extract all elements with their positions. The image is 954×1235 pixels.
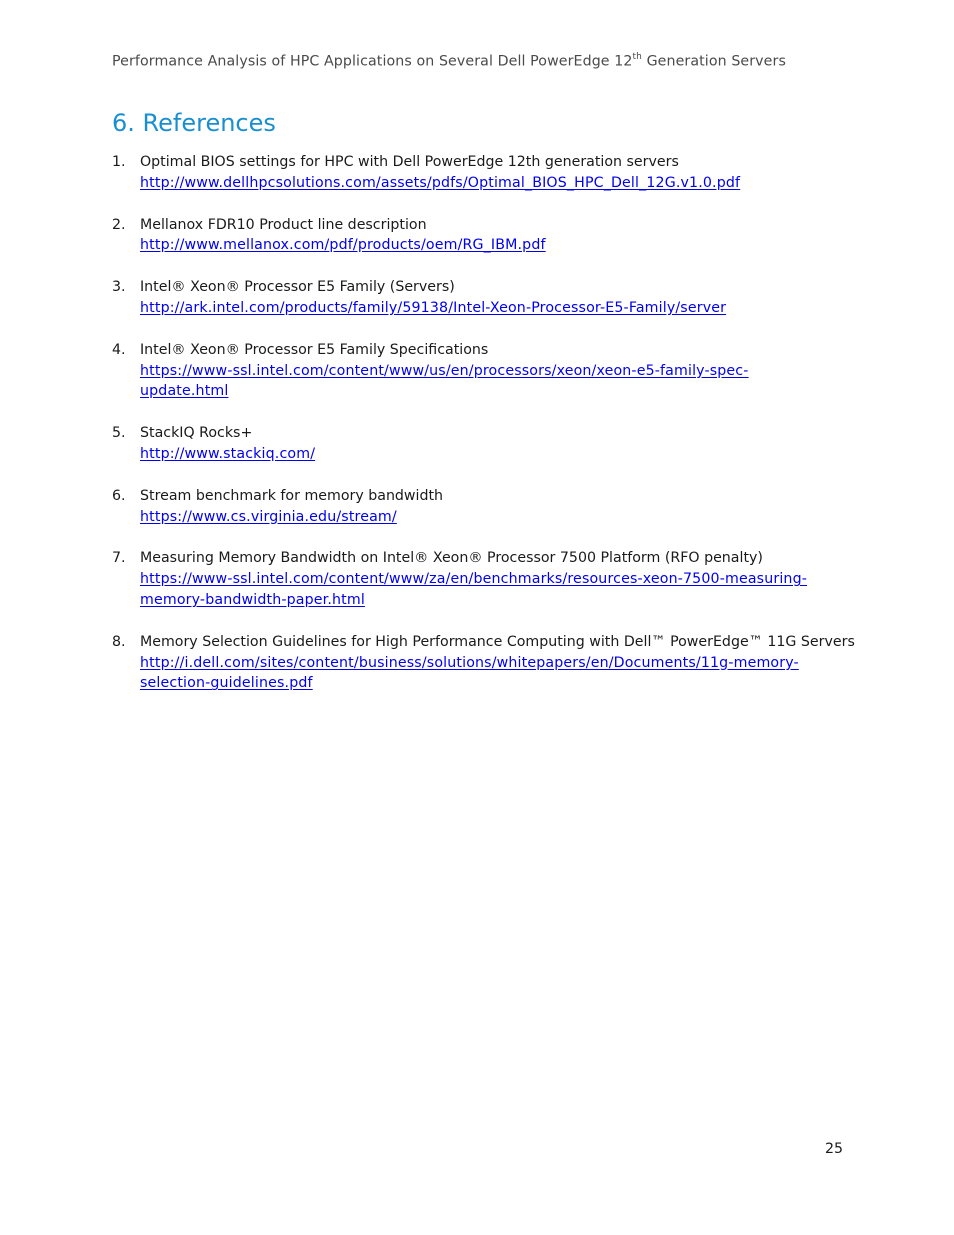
reference-link-line: memory-bandwidth-paper.html	[140, 591, 365, 608]
reference-number: 8.	[112, 633, 126, 650]
reference-item	[112, 340, 852, 402]
reference-number: 4.	[112, 341, 126, 358]
reference-number: 6.	[112, 487, 126, 504]
reference-title: Intel® Xeon® Processor E5 Family Specifications	[140, 341, 489, 358]
section-heading: 6. References	[112, 109, 276, 137]
reference-list	[112, 152, 855, 715]
running-header-text: Performance Analysis of HPC Applications on Several Dell PowerEdge 12	[112, 53, 633, 70]
reference-item	[112, 632, 855, 694]
reference-link-line: https://www-ssl.intel.com/content/www/us/en/processors/xeon/xeon-e5-family-spec-	[140, 362, 749, 379]
reference-link[interactable]	[140, 361, 852, 403]
reference-title: StackIQ Rocks+	[140, 425, 253, 442]
reference-link-line: http://i.dell.com/sites/content/business/solutions/whitepapers/en/Documents/11g-memory-	[140, 654, 799, 671]
reference-link[interactable]	[140, 444, 852, 465]
reference-number: 3.	[112, 279, 126, 296]
running-header-superscript: th	[632, 52, 642, 62]
reference-link[interactable]	[140, 653, 852, 695]
reference-link-line: http://www.stackiq.com/	[140, 445, 316, 462]
reference-item	[112, 548, 852, 610]
reference-title: Mellanox FDR10 Product line description	[140, 216, 427, 233]
reference-link[interactable]	[140, 298, 852, 319]
reference-link[interactable]	[140, 569, 852, 611]
reference-item	[112, 277, 852, 319]
reference-link-line: http://www.dellhpcsolutions.com/assets/pdfs/Optimal_BIOS_HPC_Dell_12G.v1.0.pdf	[140, 174, 741, 191]
reference-link[interactable]	[140, 235, 852, 256]
reference-title: Intel® Xeon® Processor E5 Family (Servers)	[140, 279, 455, 296]
reference-title: Stream benchmark for memory bandwidth	[140, 487, 444, 504]
reference-number: 7.	[112, 550, 126, 567]
reference-item	[112, 215, 852, 257]
reference-title: Optimal BIOS settings for HPC with Dell PowerEdge 12th generation servers	[140, 154, 679, 170]
reference-link[interactable]	[140, 173, 852, 194]
running-header	[112, 53, 786, 70]
reference-link-line: https://www-ssl.intel.com/content/www/za/en/benchmarks/resources-xeon-7500-measuring-	[140, 571, 807, 588]
reference-title: Memory Selection Guidelines for High Performance Computing with Dell™ PowerEdge™ 11G Servers	[140, 633, 855, 650]
running-header-text-end: Generation Servers	[641, 53, 786, 70]
reference-link-line: http://ark.intel.com/products/family/59138/Intel-Xeon-Processor-E5-Family/server	[140, 299, 727, 316]
reference-link[interactable]	[140, 507, 852, 528]
reference-number: 2.	[112, 216, 126, 233]
reference-title: Measuring Memory Bandwidth on Intel® Xeon® Processor 7500 Platform (RFO penalty)	[140, 550, 763, 567]
reference-link-line: selection-guidelines.pdf	[140, 675, 313, 692]
reference-number: 1.	[112, 154, 126, 170]
reference-item	[112, 486, 852, 528]
reference-link-line: update.html	[140, 383, 229, 400]
reference-number: 5.	[112, 425, 126, 442]
reference-link-line: https://www.cs.virginia.edu/stream/	[140, 508, 397, 525]
reference-item	[112, 423, 852, 465]
reference-link-line: http://www.mellanox.com/pdf/products/oem/RG_IBM.pdf	[140, 237, 546, 254]
page-number: 25	[825, 1141, 844, 1157]
reference-item	[112, 152, 852, 194]
